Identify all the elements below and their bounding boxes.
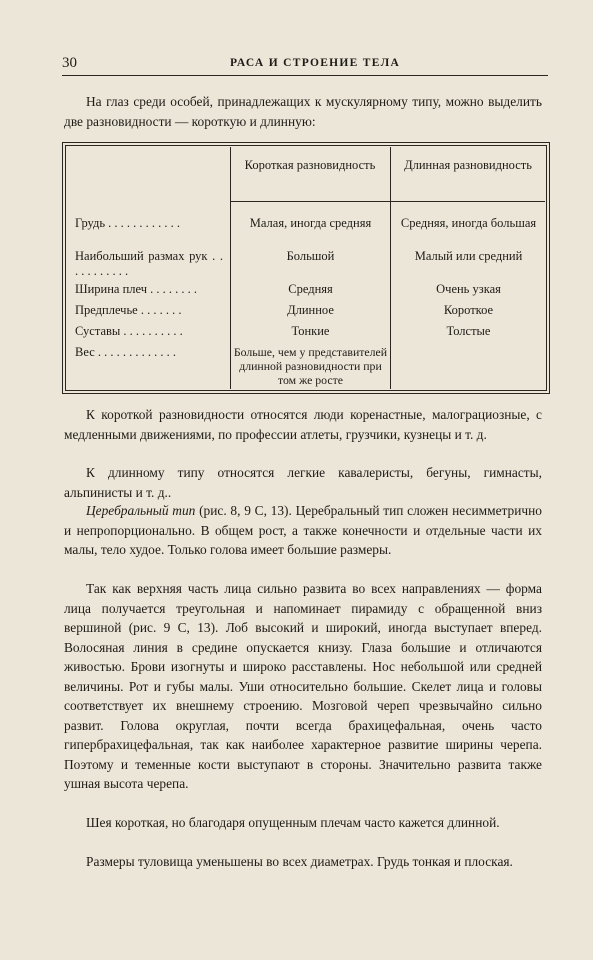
row-label: Предплечье . . . . . . . [75,303,182,317]
paragraph: К длинному типу относятся легкие кавалеристы, бегуны, гимнасты, альпинисты и т. д.. [64,465,542,500]
cell-short: Длинное [287,303,334,317]
cell-long: Средняя, иногда большая [400,216,537,230]
page-number: 30 [62,55,77,71]
cerebral-type-term: Церебральный тип [86,503,196,518]
row-label: Грудь . . . . . . . . . . . . [75,216,181,230]
paragraph [64,501,542,560]
table-header-rule [231,201,545,202]
table-divider [390,147,391,389]
running-title: РАСА И СТРОЕНИЕ ТЕЛА [230,57,401,69]
cell-long: Короткое [443,303,494,317]
paragraph: К короткой разновидности относятся люди коренастные, малограциозные, с медленными движениями, по профессии атлеты, грузчики, кузнецы и т. д. [64,407,542,442]
paragraph: Размеры туловища уменьшены во всех диаметрах. Грудь тонкая и плоская. [86,854,513,869]
column-header-short: Короткая разновидность [244,158,376,172]
table-divider [230,147,231,389]
paragraph: Так как верхняя часть лица сильно развита во всех направлениях — форма лица получается треугольная и напоминает пирамиду с обращенной вниз вершиной (рис. 9 C, 13). Лоб высокий и широкий, иногда выступает вперед. Волосяная линия в средине опускается книзу. Глаза большие и отличаются живостью. Брови изогнуты и широко расставлены. Нос небольшой или средней величины. Рот и губы малы. Уши относительно большие. Скелет лица и головы соответствует их внешнему строению. Мозговой череп чрезвычайно сильно развит. Голова округлая, почти всегда брахицефальная, очень часто гипербрахицефальная, так как наиболее характерное развитие ширины черепа. Поэтому и теменные кости выступают в стороны. Значительно развита также ушная высота черепа. [64,581,542,791]
header-rule [62,75,548,76]
cell-short: Тонкие [291,324,330,338]
column-header-long: Длинная разновидность [404,158,532,172]
cell-long: Малый или средний [414,249,523,263]
row-label: Ширина плеч . . . . . . . . [75,282,198,296]
cell-short: Больше, чем у представителей длинной разновидности при том же росте [233,345,388,387]
intro-paragraph: На глаз среди особей, принадлежащих к мускулярному типу, можно выделить две разновидности — короткую и длинную: [64,94,542,129]
paragraph: Шея короткая, но благодаря опущенным плечам часто кажется длинной. [86,815,500,830]
row-label: Наибольший размах рук . . . . . . . . . . . [75,249,223,278]
cell-short: Средняя [288,282,333,296]
row-label: Вес . . . . . . . . . . . . . [75,345,176,359]
page-header [62,55,548,73]
cell-short: Малая, иногда средняя [249,216,372,230]
cerebral-type-text: (рис. 8, 9 C, 13). Церебральный тип сложен несимметрично и непропорционально. В общем рост, а также конечности и отдельные части их малы, тело худое. Только голова имеет большие размеры. [64,503,542,557]
cell-short: Большой [286,249,335,263]
row-label: Суставы . . . . . . . . . . [75,324,183,338]
cell-long: Очень узкая [436,282,501,296]
comparison-table [62,142,550,394]
cell-long: Толстые [446,324,491,338]
